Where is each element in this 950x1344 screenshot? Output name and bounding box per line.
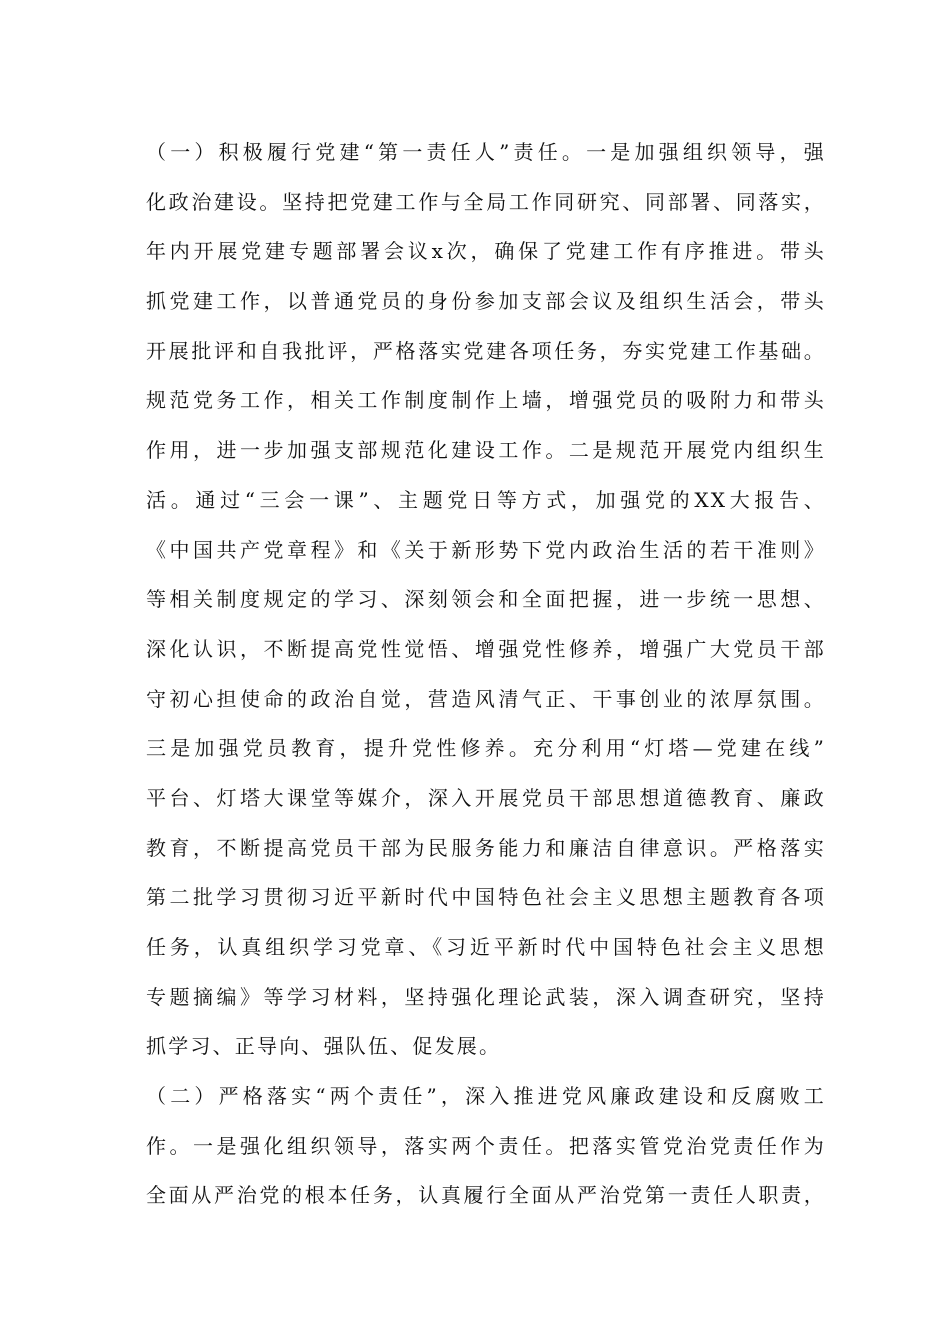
text-line: 作用，进一步加强支部规范化建设工作。二是规范开展党内组织生 [146,438,826,463]
text-line: 全面从严治党的根本任务，认真履行全面从严治党第一责任人职责， [146,1183,826,1208]
text-line: 抓学习、正导向、强队伍、促发展。 [146,1034,502,1059]
text-line: 平台、灯塔大课堂等媒介，深入开展党员干部思想道德教育、廉政 [146,785,826,810]
text-line: 守初心担使命的政治自觉，营造风清气正、干事创业的浓厚氛围。 [146,686,826,711]
text-line: 专题摘编》等学习材料，坚持强化理论武装，深入调查研究，坚持 [146,984,826,1009]
text-line: 开展批评和自我批评，严格落实党建各项任务，夯实党建工作基础。 [146,338,826,363]
text-line: 抓党建工作，以普通党员的身份参加支部会议及组织生活会，带头 [146,289,826,314]
text-line: 深化认识，不断提高党性觉悟、增强党性修养，增强广大党员干部 [146,636,826,661]
text-line: 任务，认真组织学习党章、《习近平新时代中国特色社会主义思想 [146,935,826,959]
text-line: 《中国共产党章程》和《关于新形势下党内政治生活的若干准则》 [146,537,826,562]
text-line: 年内开展党建专题部署会议x次，确保了党建工作有序推进。带头 [146,239,826,264]
text-line: 规范党务工作，相关工作制度制作上墙，增强党员的吸附力和带头 [146,388,826,413]
text-line: 教育，不断提高党员干部为民服务能力和廉洁自律意识。严格落实 [146,835,826,860]
document-body [146,128,826,1221]
text-line: 活。通过“三会一课”、主题党日等方式，加强党的XX大报告、 [146,487,826,512]
text-line: 第二批学习贯彻习近平新时代中国特色社会主义思想主题教育各项 [146,885,826,910]
text-line: 化政治建设。坚持把党建工作与全局工作同研究、同部署、同落实， [146,189,826,214]
text-line: （一）积极履行党建“第一责任人”责任。一是加强组织领导，强 [146,140,826,164]
text-line: 作。一是强化组织领导，落实两个责任。把落实管党治党责任作为 [146,1133,826,1158]
text-line: 等相关制度规定的学习、深刻领会和全面把握，进一步统一思想、 [146,587,826,612]
text-line: 三是加强党员教育，提升党性修养。充分利用“灯塔—党建在线” [146,736,826,761]
text-line: （二）严格落实“两个责任”，深入推进党风廉政建设和反腐败工 [146,1084,826,1109]
